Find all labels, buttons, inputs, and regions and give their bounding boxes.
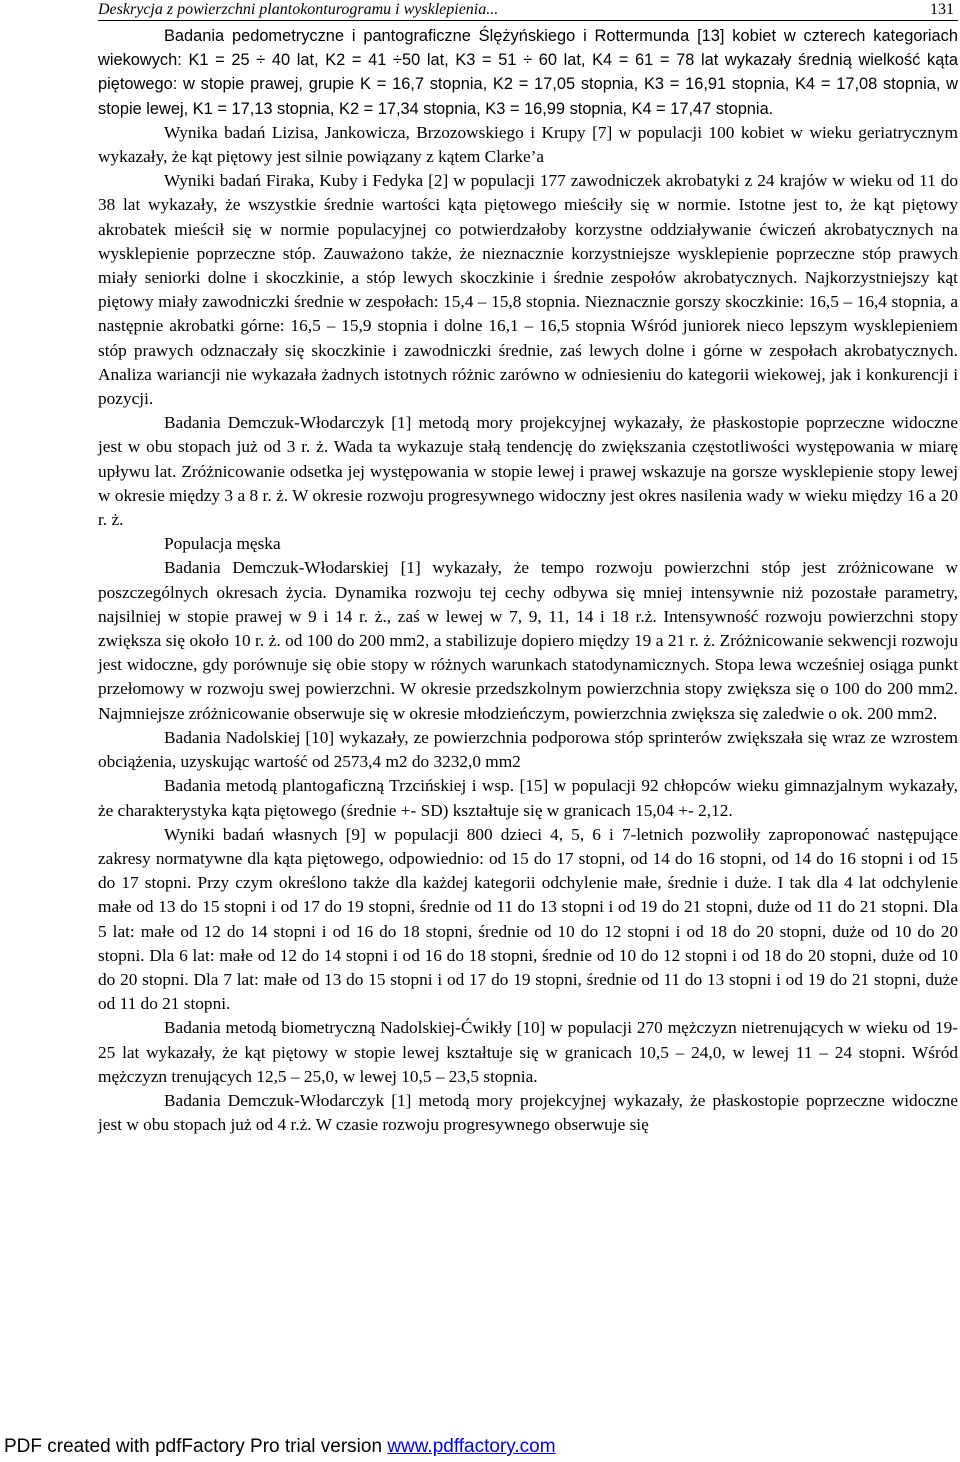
page-body [98,24,958,1137]
header-rule [98,20,958,21]
paragraph: Badania Demczuk-Włodarczyk [1] metodą mory projekcyjnej wykazały, że płaskostopie poprzeczne widoczne jest w obu stopach już od 3 r. ż. Wada ta wykazuje stałą tendencję do zwiększania częstotliwości występowania w miarę upływu lat. Zróżnicowanie odsetka jej występowania w stopie lewej i prawej wskazuje na gorsze wysklepienie stopy lewej w okresie między 3 a 8 r. ż. W okresie rozwoju progresywnego widoczny jest okres nasilenia wady w wieku między 16 a 20 r. ż. [98,413,958,530]
paragraph: Badania Nadolskiej [10] wykazały, ze powierzchnia podporowa stóp sprinterów zwiększała się wraz ze wzrostem obciążenia, uzyskując wartość od 2573,4 m2 do 3232,0 mm2 [98,727,958,772]
running-title: Deskrycja z powierzchni plantokonturogramu i wysklepienia... [98,1,499,18]
paragraph: Wynika badań Lizisa, Jankowicza, Brzozowskiego i Krupy [7] w populacji 100 kobiet w wieku geriatrycznym wykazały, że kąt piętowy jest silnie powiązany z kątem Clarke’a [98,122,958,167]
page-number: 131 [930,1,954,18]
paragraph: Badania Demczuk-Włodarskiej [1] wykazały, że tempo rozwoju powierzchni stóp jest zróżnicowane w poszczególnych okresach życia. Dynamika rozwoju tej cechy odbywa się mniej intensywnie niż pozostałe parametry, najsilniej w stopie prawej w 9 i 14 r. ż., zaś w lewej w 7, 9, 11, 14 i 18 r.ż. Intensywność rozwoju powierzchni stopy zwiększa się około 10 r. ż. od 100 do 200 mm2, a stabilizuje dopiero między 19 a 21 r. ż. Zróżnicowanie sekwencji rozwoju jest widoczne, gdy porównuje się obie stopy w różnych warunkach statodynamicznych. Stopa lewa wcześniej osiąga punkt przełomowy w rozwoju swej powierzchni. W okresie przedszkolnym powierzchnia stopy zwiększa się o 100 do 200 mm2. Najmniejsze zróżnicowanie obserwuje się w okresie młodzieńczym, powierzchnia zwiększa się zaledwie o ok. 200 mm2. [98,558,958,723]
paragraph: Badania pedometryczne i pantograficzne Ślężyńskiego i Rottermunda [13] kobiet w czterech kategoriach wiekowych: K1 = 25 ÷ 40 lat, K2 = 41 ÷50 lat, K3 = 51 ÷ 60 lat, K4 = 61 = 78 lat wykazały średnią wielkość kąta piętowego: w stopie prawej, grupie K = 16,7 stopnia, K2 = 17,05 stopnia, K3 = 16,91 stopnia, K4 = 17,08 stopnia, w stopie lewej, K1 = 17,13 stopnia, K2 = 17,34 stopnia, K3 = 16,99 stopnia, K4 = 17,47 stopnia. [98,27,958,118]
pdf-footer [4,1434,954,1460]
paragraph: Badania metodą plantogaficzną Trzcińskiej i wsp. [15] w populacji 92 chłopców wieku gimnazjalnym wykazały, że charakterystyka kąta piętowego (średnie +- SD) kształtuje się w granicach 15,04 +- 2,12. [98,776,958,820]
section-heading: Populacja męska [164,534,281,554]
footer-text: PDF created with pdfFactory Pro trial version [4,1436,388,1457]
paragraph: Wyniki badań własnych [9] w populacji 800 dzieci 4, 5, 6 i 7-letnich pozwoliły zaproponować następujące zakresy normatywne dla kąta piętowego, odpowiednio: od 15 do 17 stopni, od 14 do 16 stopni, od 14 do 16 stopni i od 15 do 17 stopni. Przy czym określono także dla każdej kategorii odchylenie małe, średnie i duże. I tak dla 4 lat odchylenie małe od 13 do 15 stopni i od 17 do 19 stopni, średnie od 11 do 13 stopni i od 19 do 21 stopni, duże od 11 do 21 stopni. Dla 5 lat: małe od 12 do 14 stopni i od 16 do 18 stopni, średnie od 10 do 12 stopni i od 18 do 20 stopni, duże od 10 do 20 stopni. Dla 6 lat: małe od 12 do 14 stopni i od 16 do 18 stopni, średnie od 10 do 12 stopni i od 18 do 20 stopni, duże od 10 do 20 stopni. Dla 7 lat: małe od 13 do 15 stopni i od 17 do 19 stopni, średnie od 11 do 13 stopni i od 19 do 21 stopni, duże od 11 do 21 stopni. [98,824,958,1014]
page-header [98,0,958,20]
pdffactory-link[interactable]: www.pdffactory.com [387,1436,556,1457]
paragraph: Badania Demczuk-Włodarczyk [1] metodą mory projekcyjnej wykazały, że płaskostopie poprzeczne widoczne jest w obu stopach już od 4 r.ż. W czasie rozwoju progresywnego obserwuje się [98,1090,958,1135]
paragraph: Badania metodą biometryczną Nadolskiej-Ćwikły [10] w populacji 270 mężczyzn nietrenujących w wieku od 19-25 lat wykazały, że kąt piętowy w stopie lewej kształtuje się w granicach 10,5 – 24,0, w lewej 11 – 24 stopni. Wśród mężczyzn trenujących 12,5 – 25,0, w lewej 10,5 – 23,5 stopnia. [98,1018,958,1086]
paragraph: Wyniki badań Firaka, Kuby i Fedyka [2] w populacji 177 zawodniczek akrobatyki z 24 krajów w wieku od 11 do 38 lat wykazały, że wszystkie średnie wartości kąta piętowego mieściły się w normie. Istotne jest to, że kąt piętowy akrobatek mieścił się w normie populacyjnej co potwierdzałoby korzystne oddziaływanie ćwiczeń akrobatycznych na wysklepienie poprzeczne stóp. Zauważono także, że nieznacznie korzystniejsze wysklepienie poprzeczne stóp prawych miały seniorki dolne i skoczkinie, a stóp lewych skoczkinie i średnie zespołów akrobatycznych. Najkorzystniejszy kąt piętowy miały zawodniczki średnie w zespołach: 15,4 – 15,8 stopnia. Nieznacznie gorszy skoczkinie: 16,5 – 16,4 stopnia, a następnie akrobatki górne: 16,5 – 15,9 stopnia i dolne 16,1 – 16,5 stopnia Wśród juniorek nieco lepszym wysklepieniem stóp prawych odznaczały się skoczkinie i zawodniczki średnie, zaś lewych dolne i górne w zespołach akrobatycznych. Analiza wariancji nie wykazała żadnych istotnych różnic zarówno w odniesieniu do kategorii wiekowej, jak i konkurencji i pozycji. [98,171,958,409]
